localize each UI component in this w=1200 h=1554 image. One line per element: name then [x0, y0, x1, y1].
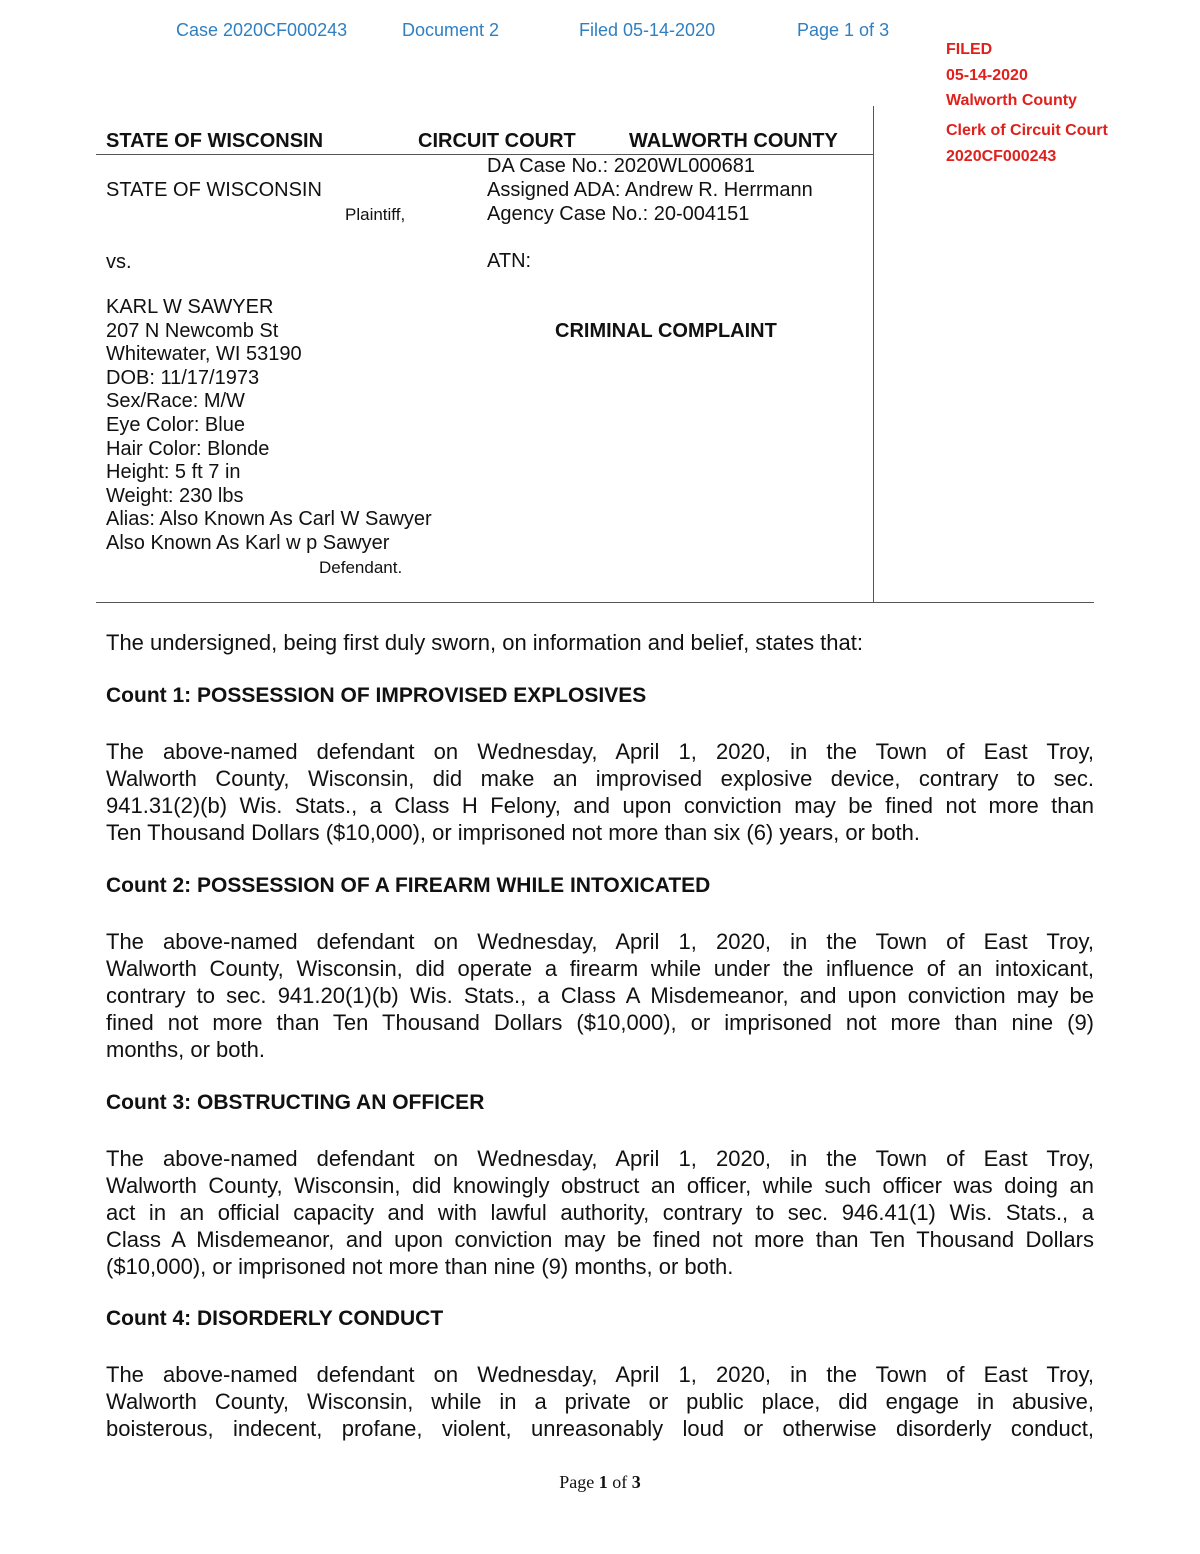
count-heading: Count 3: OBSTRUCTING AN OFFICER [106, 1091, 485, 1114]
caption-divider-top [96, 154, 874, 155]
defendant-line: Eye Color: Blue [106, 413, 245, 436]
body-line: Walworth County, Wisconsin, did operate a firearm while under the influence of an intoxicant, [106, 956, 1094, 981]
defendant-line: KARL W SAWYER [106, 296, 274, 318]
page-footer [0, 1472, 1200, 1493]
defendant-line: DOB: 11/17/1973 [106, 366, 260, 389]
body-line: boisterous, indecent, profane, violent, unreasonably loud or otherwise disorderly conduct, [106, 1416, 1094, 1441]
defendant-line: Whitewater, WI 53190 [106, 343, 302, 366]
body-line: Ten Thousand Dollars ($10,000), or imprisoned not more than six (6) years, or both. [106, 820, 920, 845]
footer-of: of [607, 1472, 632, 1492]
document-title: CRIMINAL COMPLAINT [555, 320, 777, 342]
count-body [106, 928, 1094, 1063]
body-line: fined not more than Ten Thousand Dollars ($10,000), or imprisoned not more than nine (9) [106, 1010, 1094, 1035]
filed-stamp-line: Clerk of Circuit Court [946, 122, 1108, 139]
filed-stamp-line: FILED [946, 41, 993, 58]
count-heading: Count 4: DISORDERLY CONDUCT [106, 1307, 444, 1330]
defendant-line: Weight: 230 lbs [106, 484, 244, 507]
body-line: The above-named defendant on Wednesday, April 1, 2020, in the Town of East Troy, [106, 929, 1094, 954]
caption-county: WALWORTH COUNTY [629, 130, 838, 152]
defendant-line: Height: 5 ft 7 in [106, 461, 241, 484]
body-line: 941.31(2)(b) Wis. Stats., a Class H Felony, and upon conviction may be fined not more than [106, 793, 1094, 818]
header-page: Page 1 of 3 [797, 20, 890, 40]
header-document: Document 2 [402, 20, 500, 40]
body-line: ($10,000), or imprisoned not more than nine (9) months, or both. [106, 1254, 734, 1279]
body-line: The above-named defendant on Wednesday, April 1, 2020, in the Town of East Troy, [106, 1362, 1094, 1387]
versus: vs. [106, 251, 132, 273]
filed-stamp-line: 2020CF000243 [946, 148, 1057, 165]
defendant-line: Also Known As Karl w p Sawyer [106, 531, 390, 554]
body-line: Walworth County, Wisconsin, did make an improvised explosive device, contrary to sec. [106, 766, 1094, 791]
body-line: contrary to sec. 941.20(1)(b) Wis. Stats., a Class A Misdemeanor, and upon conviction may be [106, 983, 1094, 1008]
caption-court: CIRCUIT COURT [418, 130, 576, 152]
plaintiff-label: Plaintiff, [345, 205, 406, 224]
count-heading: Count 2: POSSESSION OF A FIREARM WHILE INTOXICATED [106, 874, 711, 897]
count-heading: Count 1: POSSESSION OF IMPROVISED EXPLOSIVES [106, 684, 647, 707]
atn-label: ATN: [487, 250, 532, 272]
plaintiff-name: STATE OF WISCONSIN [106, 179, 322, 201]
intro-statement: The undersigned, being first duly sworn, on information and belief, states that: [106, 630, 863, 655]
header-case: Case 2020CF000243 [176, 20, 348, 40]
defendant-block [106, 296, 432, 556]
body-line: Walworth County, Wisconsin, did knowingly obstruct an officer, while such officer was doing an [106, 1173, 1094, 1198]
body-line: The above-named defendant on Wednesday, April 1, 2020, in the Town of East Troy, [106, 739, 1094, 764]
header-filed: Filed 05-14-2020 [579, 20, 716, 40]
agency-case-number: Agency Case No.: 20-004151 [487, 203, 750, 225]
body-line: months, or both. [106, 1037, 265, 1062]
caption-state: STATE OF WISCONSIN [106, 130, 324, 152]
filed-stamp-line: Walworth County [946, 92, 1077, 109]
body-line: The above-named defendant on Wednesday, April 1, 2020, in the Town of East Troy, [106, 1146, 1094, 1171]
defendant-label: Defendant. [319, 558, 403, 577]
filed-stamp-line: 05-14-2020 [946, 67, 1028, 84]
defendant-line: Sex/Race: M/W [106, 390, 245, 413]
defendant-line: Hair Color: Blonde [106, 437, 270, 460]
footer-prefix: Page [559, 1472, 599, 1492]
da-case-number: DA Case No.: 2020WL000681 [487, 155, 755, 177]
body-line: Walworth County, Wisconsin, while in a private or public place, did engage in abusive, [106, 1389, 1094, 1414]
count-body [106, 1145, 1094, 1280]
assigned-ada: Assigned ADA: Andrew R. Herrmann [487, 179, 813, 201]
body-line: Class A Misdemeanor, and upon conviction may be fined not more than Ten Thousand Dollars [106, 1227, 1094, 1252]
count-body [106, 1361, 1094, 1442]
defendant-line: Alias: Also Known As Carl W Sawyer [106, 508, 432, 531]
count-body [106, 738, 1094, 846]
caption-divider-vertical [873, 106, 874, 602]
defendant-line: 207 N Newcomb St [106, 319, 279, 342]
body-line: act in an official capacity and with lawful authority, contrary to sec. 946.41(1) Wis. Stats., a [106, 1200, 1094, 1225]
footer-current-page: 1 [598, 1472, 608, 1492]
footer-total-pages: 3 [631, 1472, 641, 1492]
caption-divider-bottom [96, 602, 1094, 603]
